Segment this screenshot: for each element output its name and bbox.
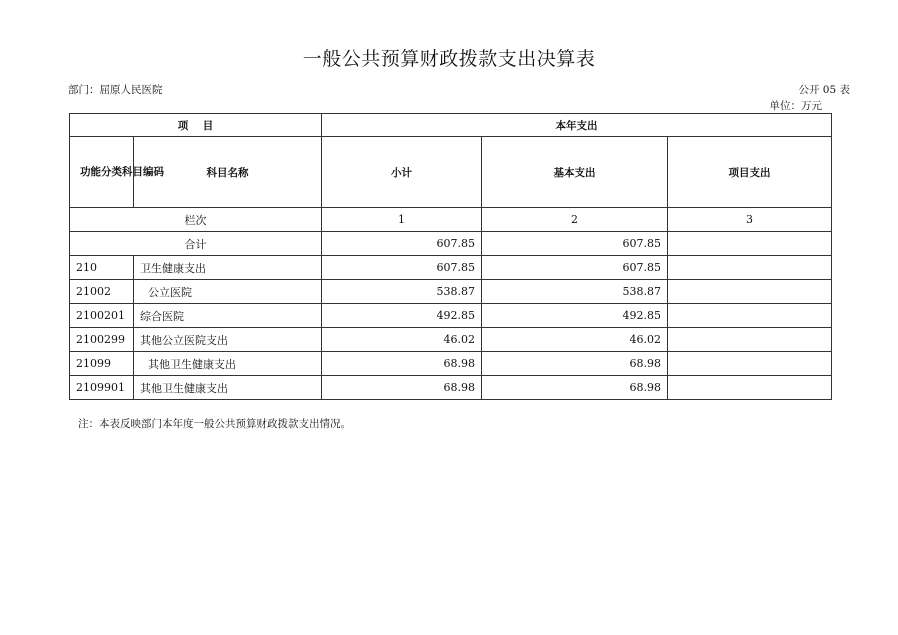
- table-row: [70, 376, 832, 400]
- row-basic: 68.98: [482, 352, 668, 376]
- row-code: 21099: [70, 352, 134, 376]
- unit-label: 单位：万元: [769, 100, 822, 112]
- row-code: 21002: [70, 280, 134, 304]
- row-name: 其他卫生健康支出: [134, 376, 322, 400]
- total-row: [70, 232, 832, 256]
- total-label: 合计: [70, 232, 322, 256]
- row-basic: 68.98: [482, 376, 668, 400]
- table-row: [70, 280, 832, 304]
- header-item: 项 目: [70, 114, 322, 137]
- header-code: 功能分类科目编码: [70, 137, 134, 208]
- row-project: [668, 304, 832, 328]
- row-name: 其他公立医院支出: [134, 328, 322, 352]
- department-label: 部门：屈原人民医院: [68, 84, 163, 96]
- index-3: 3: [668, 208, 832, 232]
- row-project: [668, 376, 832, 400]
- row-subtotal: 492.85: [322, 304, 482, 328]
- header-basic: 基本支出: [482, 137, 668, 208]
- row-basic: 607.85: [482, 256, 668, 280]
- row-name: 公立医院: [134, 280, 322, 304]
- row-name: 综合医院: [134, 304, 322, 328]
- row-code: 2109901: [70, 376, 134, 400]
- expenditure-table: [69, 113, 832, 400]
- index-label: 栏次: [70, 208, 322, 232]
- row-code: 2100299: [70, 328, 134, 352]
- index-1: 1: [322, 208, 482, 232]
- row-project: [668, 352, 832, 376]
- total-subtotal: 607.85: [322, 232, 482, 256]
- header-subtotal: 小计: [322, 137, 482, 208]
- row-basic: 538.87: [482, 280, 668, 304]
- row-basic: 46.02: [482, 328, 668, 352]
- row-project: [668, 328, 832, 352]
- row-subtotal: 46.02: [322, 328, 482, 352]
- form-number: 公开 05 表: [798, 84, 850, 96]
- table-note: 注：本表反映部门本年度一般公共预算财政拨款支出情况。: [78, 418, 351, 430]
- index-row: [70, 208, 832, 232]
- table-row: [70, 304, 832, 328]
- table-row: [70, 352, 832, 376]
- header-name: 科目名称: [134, 137, 322, 208]
- total-basic: 607.85: [482, 232, 668, 256]
- total-project: [668, 232, 832, 256]
- row-subtotal: 538.87: [322, 280, 482, 304]
- index-2: 2: [482, 208, 668, 232]
- row-project: [668, 256, 832, 280]
- row-code: 2100201: [70, 304, 134, 328]
- header-row-2: [70, 137, 832, 208]
- row-name: 其他卫生健康支出: [134, 352, 322, 376]
- row-basic: 492.85: [482, 304, 668, 328]
- header-spending: 本年支出: [322, 114, 832, 137]
- header-row-1: [70, 114, 832, 137]
- table-row: [70, 256, 832, 280]
- row-subtotal: 68.98: [322, 352, 482, 376]
- row-code: 210: [70, 256, 134, 280]
- row-subtotal: 607.85: [322, 256, 482, 280]
- table-row: [70, 328, 832, 352]
- row-subtotal: 68.98: [322, 376, 482, 400]
- row-name: 卫生健康支出: [134, 256, 322, 280]
- page-title: 一般公共预算财政拨款支出决算表: [302, 48, 596, 70]
- header-project: 项目支出: [668, 137, 832, 208]
- row-project: [668, 280, 832, 304]
